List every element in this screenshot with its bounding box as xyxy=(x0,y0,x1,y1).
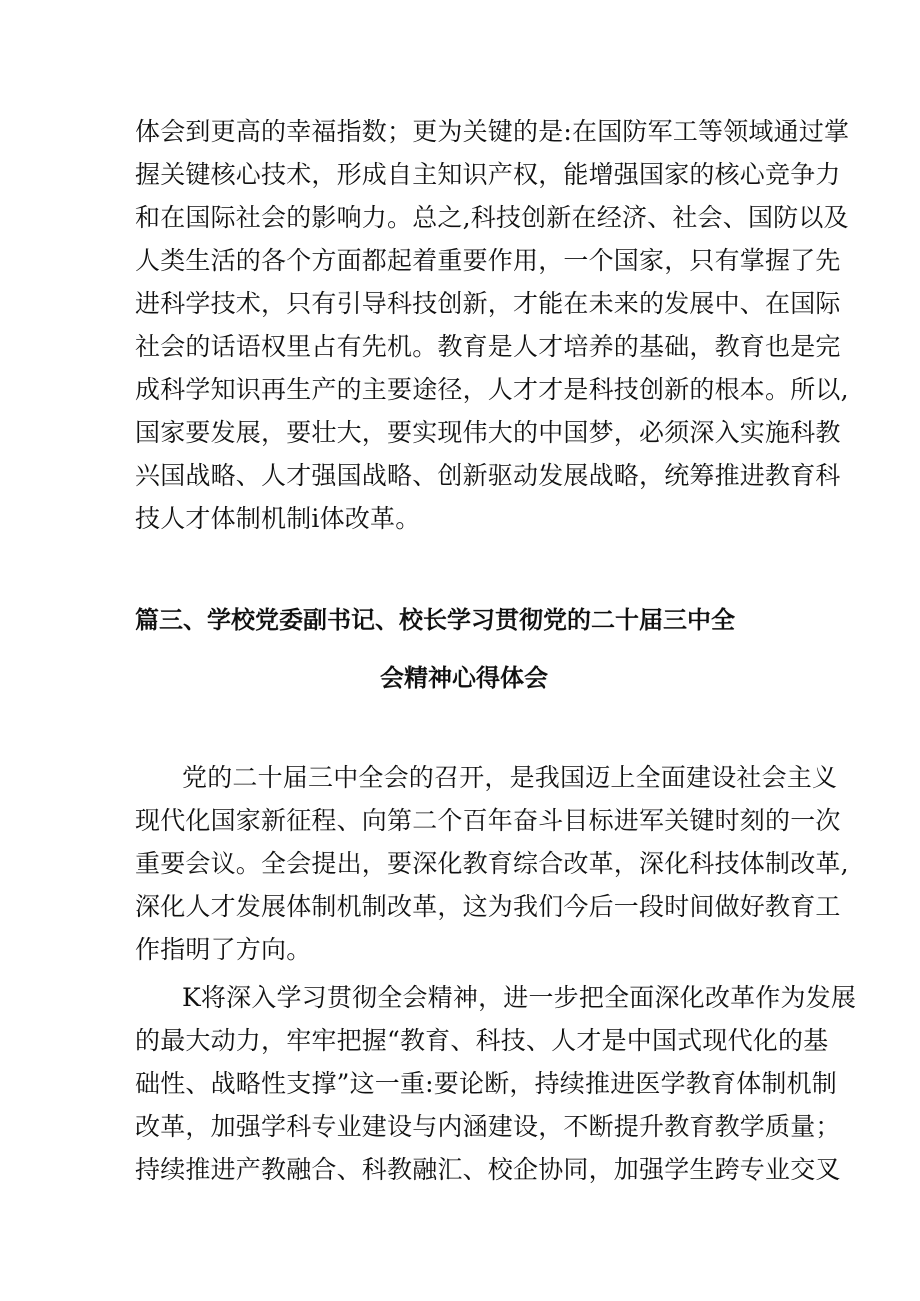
intro-line: 成科学知识再生产的主要途径，人才才是科技创新的根本。所以, xyxy=(135,375,849,404)
intro-line: 和在国际社会的影响力。总之,科技创新在经济、社会、国防以及 xyxy=(135,203,849,232)
paragraph-2-line: 的最大动力，牢牢把握“教育、科技、人才是中国式现代化的基 xyxy=(135,1026,829,1055)
intro-line: 兴国战略、人才强国战略、创新驱动发展战略，统筹推进教育科 xyxy=(135,461,841,490)
paragraph-2-line: K将深入学习贯彻全会精神，进一步把全面深化改革作为发展 xyxy=(182,983,857,1012)
paragraph-1-line: 作指明了方向。 xyxy=(135,935,312,964)
section-title-line-1: 篇三、学校党委副书记、校长学习贯彻党的二十届三中全 xyxy=(135,606,735,634)
paragraph-1-line: 深化人才发展体制机制改革，这为我们今后一段时间做好教育工 xyxy=(135,892,841,921)
intro-line: 社会的话语权里占有先机。教育是人才培养的基础，教育也是完 xyxy=(135,332,841,361)
intro-line: 国家要发展，要壮大，要实现伟大的中国梦，必须深入实施科教 xyxy=(135,418,841,447)
section-title-line-2: 会精神心得体会 xyxy=(380,664,548,692)
intro-line: 体会到更高的幸福指数；更为关键的是:在国防军工等领域通过掌 xyxy=(135,117,850,146)
intro-line: 技人才体制机制i体改革。 xyxy=(135,504,421,533)
intro-line: 握关键核心技术，形成自主知识产权，能增强国家的核心竞争力 xyxy=(135,160,841,189)
paragraph-1-line: 重要会议。全会提出，要深化教育综合改革，深化科技体制改革, xyxy=(135,849,849,878)
paragraph-2-line: 础性、战略性支撑”这一重:要论断，持续推进医学教育体制机制 xyxy=(135,1069,838,1098)
paragraph-2-line: 改革，加强学科专业建设与内涵建设，不断提升教育教学质量； xyxy=(135,1112,841,1141)
intro-line: 人类生活的各个方面都起着重要作用，一个国家，只有掌握了先 xyxy=(135,246,841,275)
paragraph-1-line: 党的二十届三中全会的召开，是我国迈上全面建设社会主义 xyxy=(182,763,838,792)
paragraph-2-line: 持续推进产教融合、科教融汇、校企协同，加强学生跨专业交叉 xyxy=(135,1155,841,1184)
paragraph-1-line: 现代化国家新征程、向第二个百年奋斗目标进军关键时刻的一次 xyxy=(135,806,841,835)
intro-line: 进科学技术，只有引导科技创新，才能在未来的发展中、在国际 xyxy=(135,289,841,318)
